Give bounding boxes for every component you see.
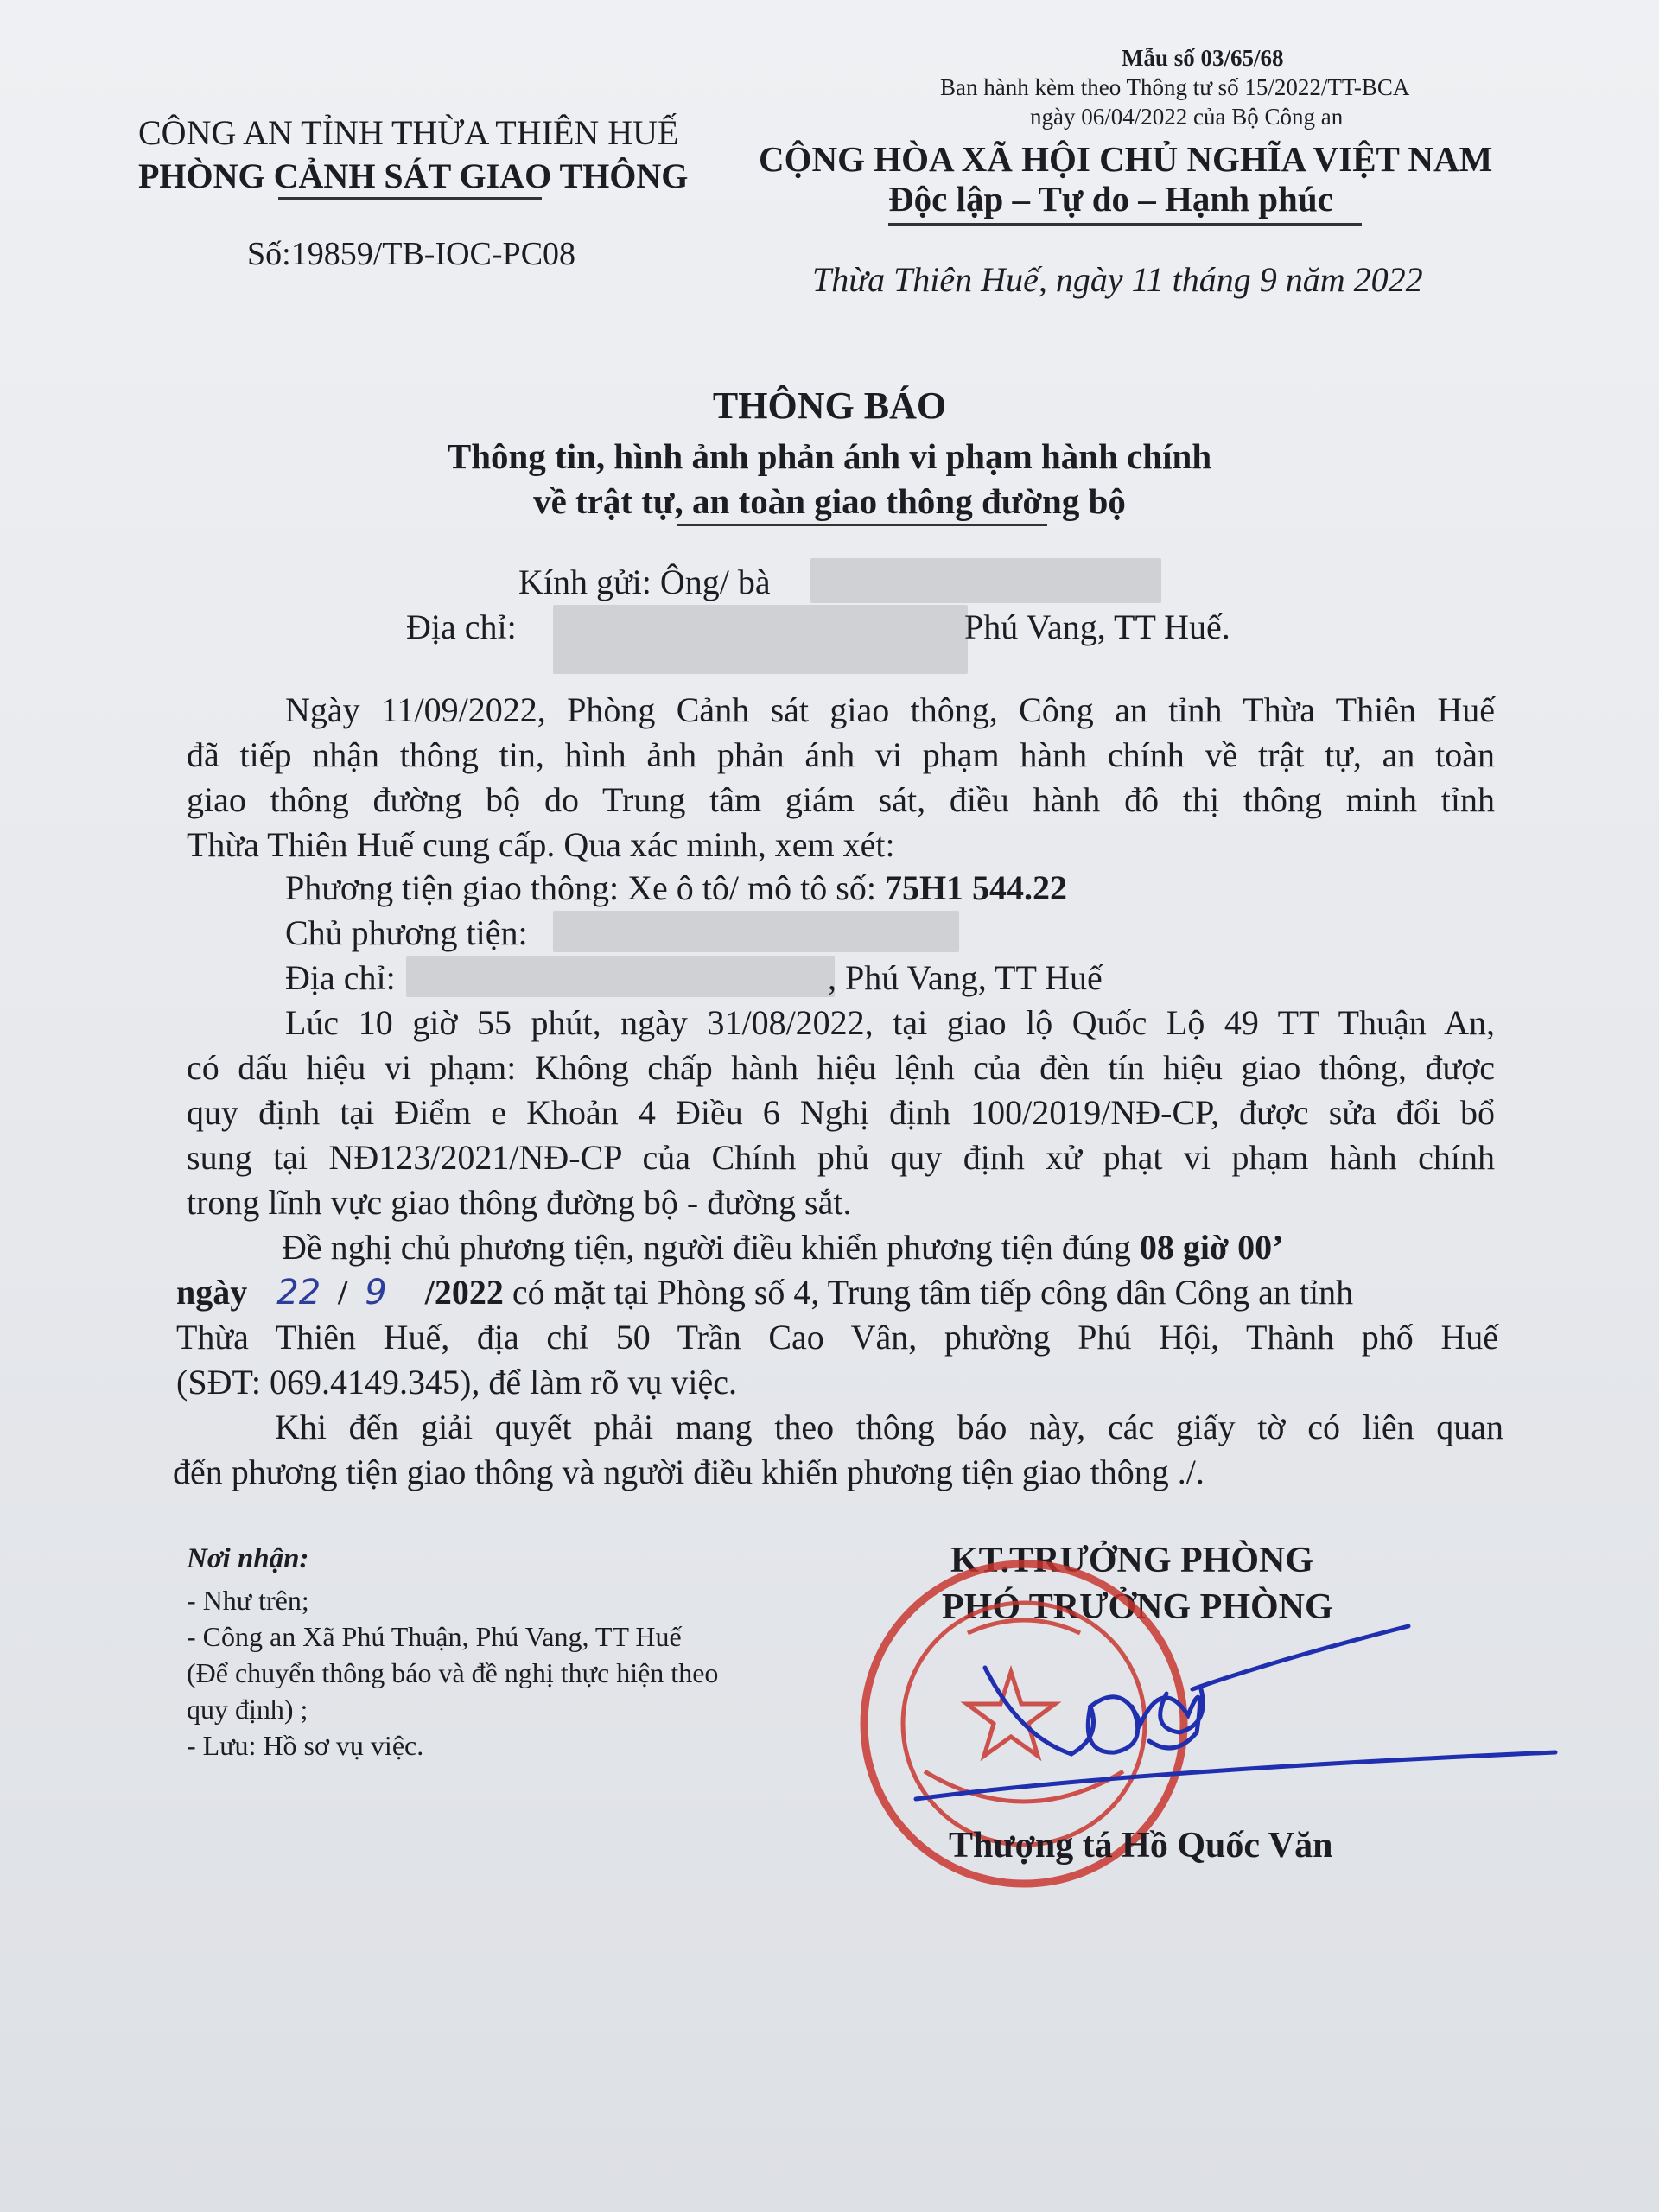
receiver-item: - Công an Xã Phú Thuận, Phú Vang, TT Huế — [187, 1621, 682, 1652]
handwritten-day: 22 — [276, 1273, 321, 1313]
form-issued-line: Ban hành kèm theo Thông tư số 15/2022/TT-BCA — [940, 74, 1410, 100]
document-number: Số:19859/TB-IOC-PC08 — [247, 236, 576, 272]
signature-subtitle: PHÓ TRƯỞNG PHÒNG — [942, 1587, 1333, 1627]
owner-label: Chủ phương tiện: — [285, 913, 528, 952]
body-line: quy định tại Điểm e Khoản 4 Điều 6 Nghị định 100/2019/NĐ-CP, được sửa đổi bổ — [187, 1093, 1495, 1132]
receiver-item: - Lưu: Hồ sơ vụ việc. — [187, 1730, 424, 1761]
request-text: có mặt tại Phòng số 4, Trung tâm tiếp công dân Công an tỉnh — [512, 1273, 1354, 1312]
handwritten-month: 9 — [365, 1273, 387, 1313]
form-issued-line: ngày 06/04/2022 của Bộ Công an — [1030, 104, 1344, 130]
country-name: CỘNG HÒA XÃ HỘI CHỦ NGHĨA VIỆT NAM — [759, 139, 1493, 179]
body-line: đã tiếp nhận thông tin, hình ảnh phản ánh vi phạm hành chính về trật tự, an toàn — [187, 735, 1495, 774]
owner-address-label: Địa chỉ: — [285, 958, 396, 997]
document-title: THÔNG BÁO — [712, 385, 947, 427]
agency-name: PHÒNG CẢNH SÁT GIAO THÔNG — [138, 156, 689, 195]
body-line: Thừa Thiên Huế cung cấp. Qua xác minh, xem xét: — [187, 825, 895, 864]
signature-title: KT.TRƯỞNG PHÒNG — [950, 1541, 1313, 1580]
closing-line: Khi đến giải quyết phải mang theo thông báo này, các giấy tờ có liên quan — [275, 1408, 1503, 1446]
receiver-item: quy định) ; — [187, 1694, 308, 1725]
body-line: có dấu hiệu vi phạm: Không chấp hành hiệu lệnh của đèn tín hiệu giao thông, được — [187, 1048, 1495, 1087]
receiver-item: (Để chuyển thông báo và đề nghị thực hiện theo — [187, 1657, 719, 1688]
appointment-time: 08 giờ 00’ — [1139, 1228, 1284, 1267]
handwritten-signature-icon — [916, 1626, 1555, 1799]
appointment-day-label: ngày — [176, 1273, 248, 1312]
body-line: Ngày 11/09/2022, Phòng Cảnh sát giao thông, Công an tỉnh Thừa Thiên Huế — [285, 690, 1495, 729]
body-line: Lúc 10 giờ 55 phút, ngày 31/08/2022, tại giao lộ Quốc Lộ 49 TT Thuận An, — [285, 1003, 1495, 1042]
closing-line: đến phương tiện giao thông và người điều khiển phương tiện giao thông ./. — [173, 1452, 1205, 1491]
place-date: Thừa Thiên Huế, ngày 11 tháng 9 năm 2022 — [812, 260, 1423, 299]
recipient-address-label: Địa chỉ: — [406, 607, 517, 646]
request-text: Đề nghị chủ phương tiện, người điều khiển phương tiện đúng — [282, 1228, 1131, 1267]
recipient-address-tail: Phú Vang, TT Huế. — [964, 607, 1230, 646]
date-slash: / — [338, 1273, 348, 1312]
document-subtitle: Thông tin, hình ảnh phản ánh vi phạm hành chính — [447, 436, 1212, 476]
document-subtitle: về trật tự, an toàn giao thông đường bộ — [533, 481, 1126, 521]
body-line: sung tại NĐ123/2021/NĐ-CP của Chính phủ quy định xử phạt vi phạm hành chính — [187, 1138, 1495, 1177]
national-motto: Độc lập – Tự do – Hạnh phúc — [888, 179, 1333, 219]
agency-parent: CÔNG AN TỈNH THỪA THIÊN HUẾ — [138, 113, 679, 152]
receivers-title: Nơi nhận: — [187, 1543, 309, 1574]
request-line: (SĐT: 069.4149.345), để làm rõ vụ việc. — [176, 1363, 738, 1402]
form-number: Mẫu số 03/65/68 — [1122, 45, 1284, 71]
receiver-item: - Như trên; — [187, 1585, 309, 1616]
request-line: Thừa Thiên Huế, địa chỉ 50 Trần Cao Vân, phường Phú Hội, Thành phố Huế — [176, 1318, 1498, 1357]
vehicle-label: Phương tiện giao thông: Xe ô tô/ mô tô số: — [285, 868, 876, 907]
license-plate: 75H1 544.22 — [884, 868, 1068, 907]
owner-address-tail: , Phú Vang, TT Huế — [828, 958, 1103, 997]
signer-name: Thượng tá Hồ Quốc Văn — [949, 1826, 1333, 1866]
body-line: giao thông đường bộ do Trung tâm giám sát, điều hành đô thị thông minh tỉnh — [187, 780, 1495, 819]
recipient-greeting: Kính gửi: Ông/ bà — [518, 563, 771, 601]
appointment-year: /2022 — [424, 1273, 504, 1312]
body-line: trong lĩnh vực giao thông đường bộ - đường sắt. — [187, 1183, 852, 1222]
